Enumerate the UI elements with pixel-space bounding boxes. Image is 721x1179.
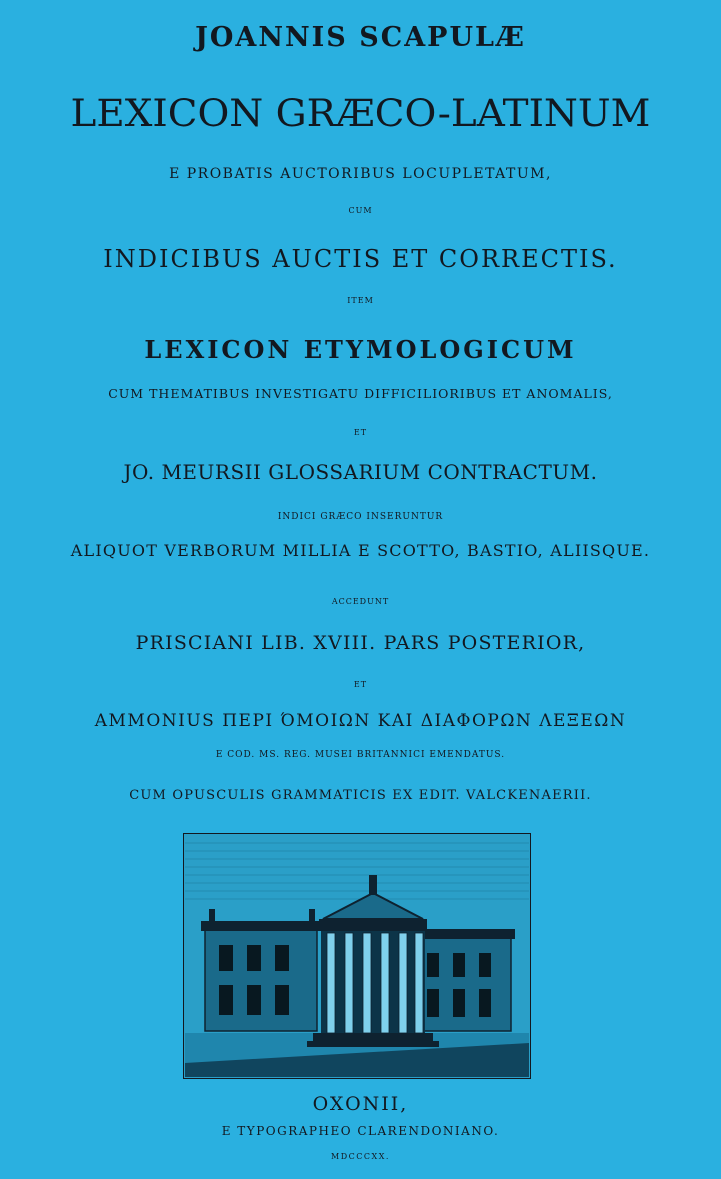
opuscula-line: CUM OPUSCULIS GRAMMATICIS EX EDIT. VALCKENAERII. bbox=[129, 788, 592, 803]
book-title: LEXICON GRÆCO-LATINUM bbox=[70, 92, 651, 135]
left-wing bbox=[201, 909, 321, 1031]
imprint-press: E TYPOGRAPHEO CLARENDONIANO. bbox=[221, 1124, 500, 1138]
building-engraving bbox=[183, 833, 531, 1079]
prisciani-line: PRISCIANI LIB. XVIII. PARS POSTERIOR, bbox=[135, 632, 586, 654]
indici-line: INDICI GRÆCO INSERUNTUR bbox=[277, 512, 444, 522]
author-name: JOANNIS SCAPULÆ bbox=[195, 22, 526, 53]
etymologicum-line: LEXICON ETYMOLOGICUM bbox=[144, 335, 577, 364]
conjunction-item: ITEM bbox=[347, 296, 374, 305]
imprint-city: OXONII, bbox=[312, 1093, 409, 1115]
right-wing bbox=[411, 929, 515, 1031]
indices-line: INDICIBUS AUCTIS ET CORRECTIS. bbox=[103, 245, 618, 273]
accedunt-line: ACCEDUNT bbox=[331, 597, 390, 606]
meursius-line: JO. MEURSII GLOSSARIUM CONTRACTUM. bbox=[123, 460, 598, 484]
codex-line: E COD. MS. REG. MUSEI BRITANNICI EMENDATUS. bbox=[215, 750, 506, 760]
imprint-year: MDCCCXX. bbox=[331, 1152, 390, 1161]
subtitle-line: E PROBATIS AUCTORIBUS LOCUPLETATUM, bbox=[169, 166, 552, 182]
conjunction-et: ET bbox=[353, 428, 368, 437]
ammonius-line: AMMONIUS ΠΕΡΙ ΌΜΟΙΩΝ ΚΑΙ ΔΙΑΦΟΡΩΝ ΛΕΞΕΩΝ bbox=[94, 711, 627, 731]
thematibus-line: CUM THEMATIBUS INVESTIGATU DIFFICILIORIBUS ET ANOMALIS, bbox=[108, 386, 613, 401]
conjunction-cum: CUM bbox=[348, 206, 373, 215]
conjunction-et-2: ET bbox=[353, 680, 368, 689]
aliquot-line: ALIQUOT VERBORUM MILLIA E SCOTTO, BASTIO, ALIISQUE. bbox=[70, 541, 651, 560]
